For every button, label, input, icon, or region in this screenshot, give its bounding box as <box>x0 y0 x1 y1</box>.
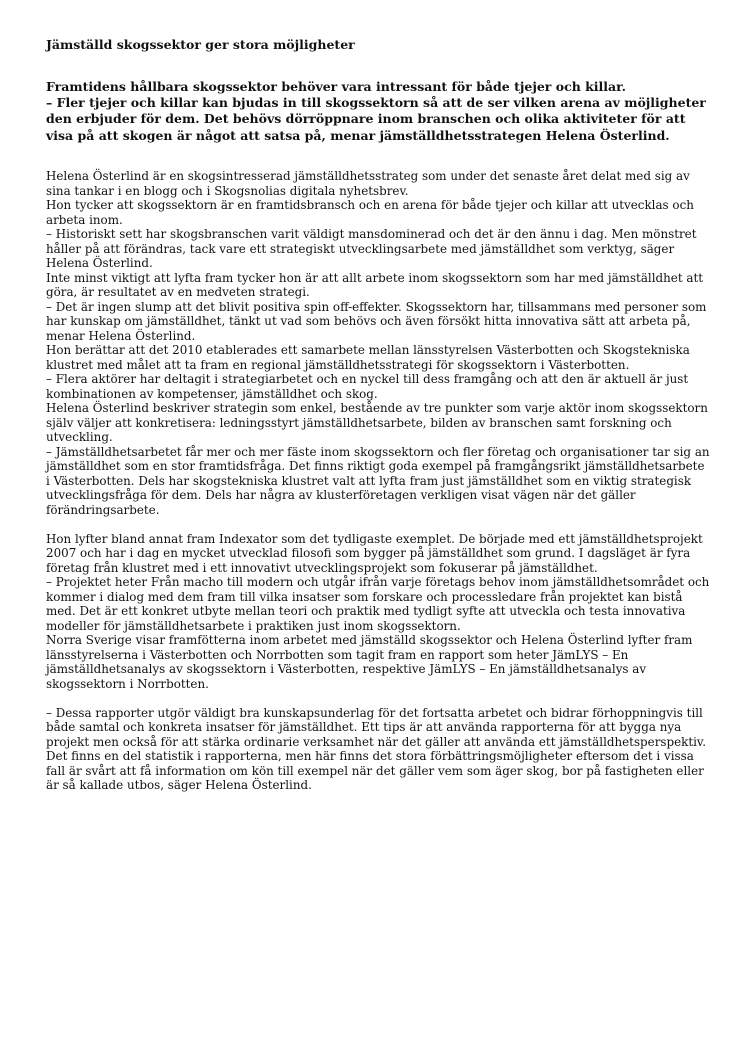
paragraph-spacer <box>46 517 711 532</box>
body-paragraph: Norra Sverige visar framfötterna inom arbetet med jämställd skogssektor och Helena Österlind lyfter fram länsstyrelserna i Västerbotten och Norrbotten som tagit fram en rapport som heter JämLYS – En jämställdhetsanalys av skogssektorn i Västerbotten, respektive JämLYS – En jämställdhetsanalys av skogssektorn i Norrbotten. <box>46 633 693 691</box>
ingress-quote: – Fler tjejer och killar kan bjudas in till skogssektorn så att de ser vilken arena av möjligheter den erbjuder för dem. Det behövs dörröppnare inom branschen och olika aktiviteter för att visa på att skogen är något att satsa på, menar jämställdhetsstrategen Helena Österlind. <box>46 95 706 143</box>
body-paragraph: – Historiskt sett har skogsbranschen varit väldigt mansdominerad och det är den ännu i dag. Men mönstret håller på att förändras, tack vare ett strategiskt utvecklingsarbete med jämställdhet som verktyg, säger Helena Österlind. <box>46 227 697 270</box>
body-paragraph: – Flera aktörer har deltagit i strategiarbetet och en nyckel till dess framgång och att den är aktuell är just kombinationen av kompetenser, jämställdhet och skog. <box>46 372 689 401</box>
body-paragraph: Helena Österlind är en skogsintresserad jämställdhetsstrateg som under det senaste året delat med sig av sina tankar i en blogg och i Skogsnolias digitala nyhetsbrev. <box>46 169 690 198</box>
article-body <box>46 169 711 793</box>
body-paragraph: – Dessa rapporter utgör väldigt bra kunskapsunderlag för det fortsatta arbetet och bidrar förhoppningvis till både samtal och konkreta insatser för jämställdhet. Ett tips är att använda rapporterna för att bygga nya projekt men också för att stärka ordinarie verksamhet när det gäller att använda ett jämställdhetsperspektiv. Det finns en del statistik i rapporterna, men här finns det stora förbättringsmöjligheter eftersom det i vissa fall är svårt att få information om kön till exempel när det gäller vem som äger skog, bor på fastigheten eller är så kallade utbos, säger Helena Österlind. <box>46 705 707 792</box>
body-paragraph: – Projektet heter Från macho till modern och utgår ifrån varje företags behov inom jämställdhetsområdet och kommer i dialog med dem fram till vilka insatser som forskare och processledare från projektet kan bistå med. Det är ett konkret utbyte mellan teori och praktik med tydligt syfte att utveckla och testa innovativa modeller för jämställdhetsarbete i praktiken just inom skogssektorn. <box>46 575 710 633</box>
ingress-lead: Framtidens hållbara skogssektor behöver vara intressant för både tjejer och killar. <box>46 79 626 94</box>
body-paragraph: Hon tycker att skogssektorn är en framtidsbransch och en arena för både tjejer och killar att utvecklas och arbeta inom. <box>46 198 694 227</box>
body-paragraph: Hon lyfter bland annat fram Indexator som det tydligaste exemplet. De började med ett jämställdhetsprojekt 2007 och har i dag en mycket utvecklad filosofi som bygger på jämställdhet som grund. I dagsläget är fyra företag från klustret med i ett innovativt utvecklingsprojekt som fokuserar på jämställdhet. <box>46 531 703 575</box>
body-paragraph: – Jämställdhetsarbetet får mer och mer fäste inom skogssektorn och fler företag och organisationer tar sig an jämställdhet som en stor framtidsfråga. Det finns riktigt goda exempel på framgångsrikt jämställdhetsarbete i Västerbotten. Dels har skogstekniska klustret valt att lyfta fram just jämställdhet som en viktig strategisk utvecklingsfråga för dem. Dels har några av klusterföretagen verkligen visat vägen när det gäller förändringsarbete. <box>46 444 710 517</box>
body-paragraph: – Det är ingen slump att det blivit positiva spin off-effekter. Skogssektorn har, tillsammans med personer som har kunskap om jämställdhet, tänkt ut vad som behövs och även försökt hitta innovativa sätt att arbeta på, menar Helena Österlind. <box>46 299 707 343</box>
body-paragraph: Hon berättar att det 2010 etablerades ett samarbete mellan länsstyrelsen Västerbotten och Skogstekniska klustret med målet att ta fram en regional jämställdhetsstrategi för skogssektorn i Västerbotten. <box>46 343 690 372</box>
body-paragraph: Inte minst viktigt att lyfta fram tycker hon är att allt arbete inom skogssektorn som har med jämställdhet att göra, är resultatet av en medveten strategi. <box>46 270 704 299</box>
article-title: Jämställd skogssektor ger stora möjligheter <box>46 37 355 52</box>
article-ingress <box>46 79 706 144</box>
paragraph-spacer <box>46 691 711 706</box>
body-paragraph: Helena Österlind beskriver strategin som enkel, bestående av tre punkter som varje aktör inom skogssektorn själv väljer att konkretisera: ledningsstyrt jämställdhetsarbete, bilden av branschen samt forskning och utveckling. <box>46 401 708 444</box>
